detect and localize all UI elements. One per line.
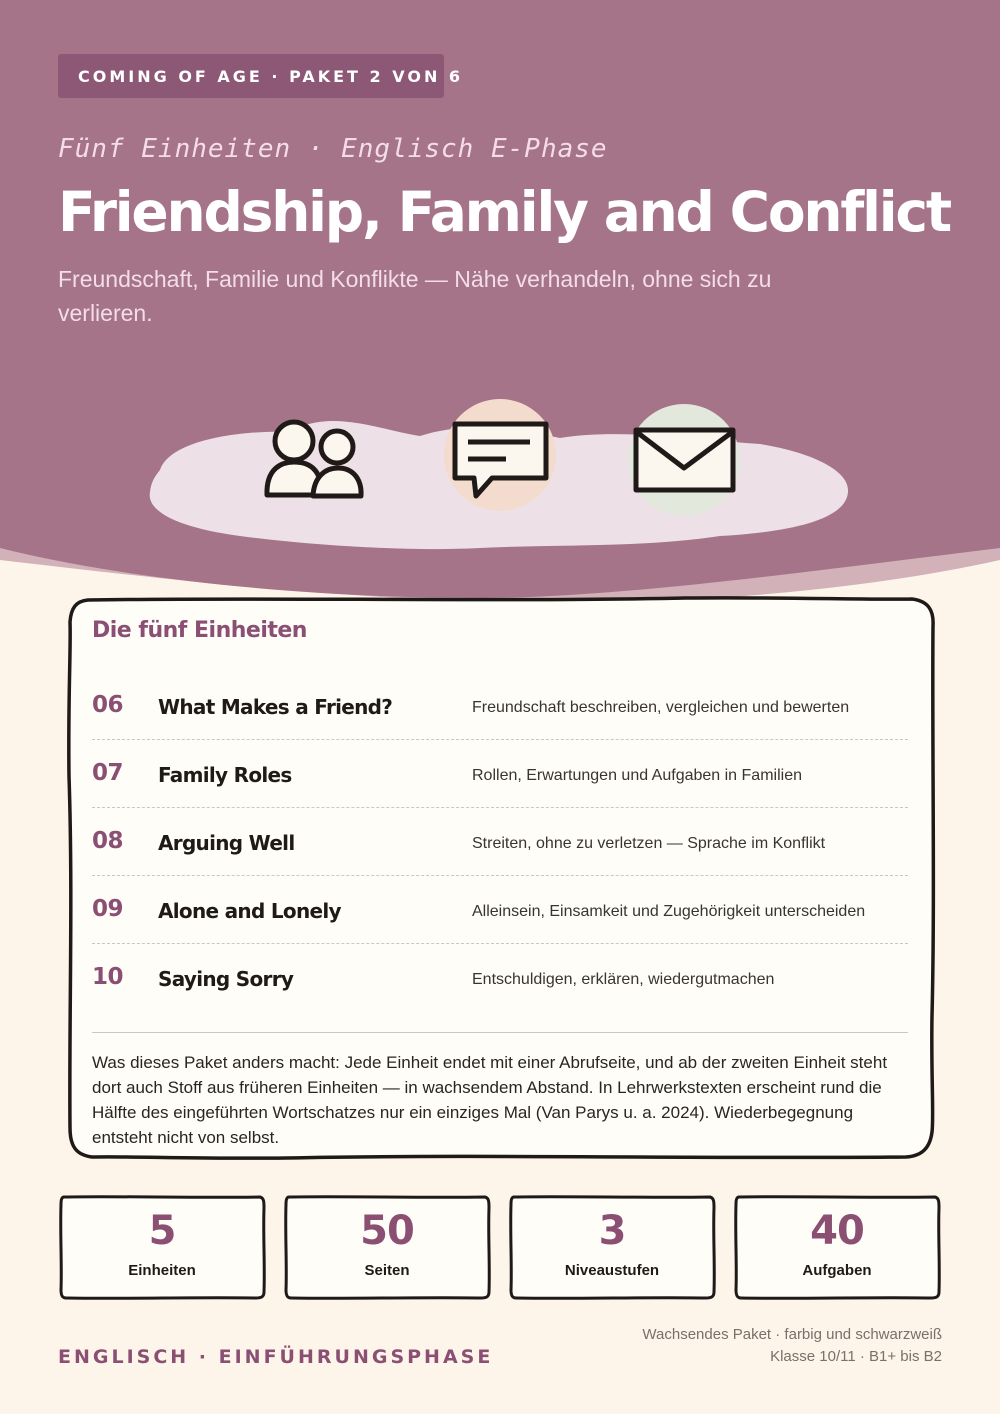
package-note: Was dieses Paket anders macht: Jede Einheit endet mit einer Abrufseite, und ab der zweiten Einheit steht dort auch Stoff aus früheren Einheiten — in wachsendem Abstand. In Lehrwerkstexten erscheint rund die Hälfte des eingeführten Wortschatzes nur ein einziges Mal (Van Parys u. a. 2024). Wiederbegegnung entsteht nicht von selbst. (92, 1053, 888, 1147)
unit-row (92, 672, 908, 740)
stat-value: 5 (148, 1208, 176, 1254)
subject-footer: ENGLISCH · EINFÜHRUNGSPHASE (58, 1346, 494, 1368)
people-icon (267, 422, 361, 496)
unit-number: 07 (92, 760, 124, 786)
unit-title: Saying Sorry (158, 967, 294, 991)
stat-value: 50 (360, 1208, 414, 1254)
unit-description: Alleinsein, Einsamkeit und Zugehörigkeit unterscheiden (472, 903, 866, 920)
stat-box-pages (283, 1194, 491, 1300)
unit-row (92, 808, 908, 876)
unit-row (92, 944, 908, 1012)
unit-title: Alone and Lonely (158, 899, 341, 923)
stat-box-levels (508, 1194, 716, 1300)
footer-line: Wachsendes Paket · farbig und schwarzweiß (642, 1326, 942, 1343)
stat-label: Einheiten (128, 1262, 196, 1279)
stat-label: Niveaustufen (564, 1262, 660, 1279)
envelope-icon (636, 430, 733, 490)
unit-number: 10 (92, 964, 124, 990)
unit-description: Freundschaft beschreiben, vergleichen und bewerten (472, 699, 850, 716)
stat-value: 40 (810, 1208, 864, 1254)
unit-description: Streiten, ohne zu verletzen — Sprache im Konflikt (472, 835, 826, 852)
unit-description: Entschuldigen, erklären, wiedergutmachen (472, 971, 775, 988)
card-divider (92, 1032, 908, 1033)
stat-box-tasks (733, 1194, 941, 1300)
unit-number: 08 (92, 828, 124, 854)
speech-bubble-icon (455, 424, 546, 496)
footer-line: Klasse 10/11 · B1+ bis B2 (770, 1348, 942, 1365)
series-subheading: Fünf Einheiten · Englisch E-Phase (58, 134, 608, 164)
unit-row (92, 740, 908, 808)
package-info-footer (642, 1324, 942, 1368)
page-subtitle: Freundschaft, Familie und Konflikte — Nähe verhandeln, ohne sich zu verlieren. (58, 266, 772, 326)
hero-banner (0, 0, 1000, 640)
unit-title: Family Roles (158, 763, 292, 787)
unit-title: What Makes a Friend? (158, 695, 393, 719)
package-badge: COMING OF AGE · PAKET 2 VON 6 (58, 54, 444, 98)
stat-label: Seiten (364, 1262, 410, 1279)
stat-box-units (58, 1194, 266, 1300)
page-title: Friendship, Family and Conflict (58, 180, 950, 244)
units-card (66, 596, 936, 1160)
unit-number: 06 (92, 692, 124, 718)
stat-label: Aufgaben (802, 1262, 872, 1279)
units-heading: Die fünf Einheiten (92, 618, 307, 643)
unit-number: 09 (92, 896, 124, 922)
unit-row (92, 876, 908, 944)
unit-description: Rollen, Erwartungen und Aufgaben in Familien (472, 767, 802, 784)
hero-icons (0, 0, 1000, 640)
unit-title: Arguing Well (158, 831, 295, 855)
stat-value: 3 (598, 1208, 626, 1254)
